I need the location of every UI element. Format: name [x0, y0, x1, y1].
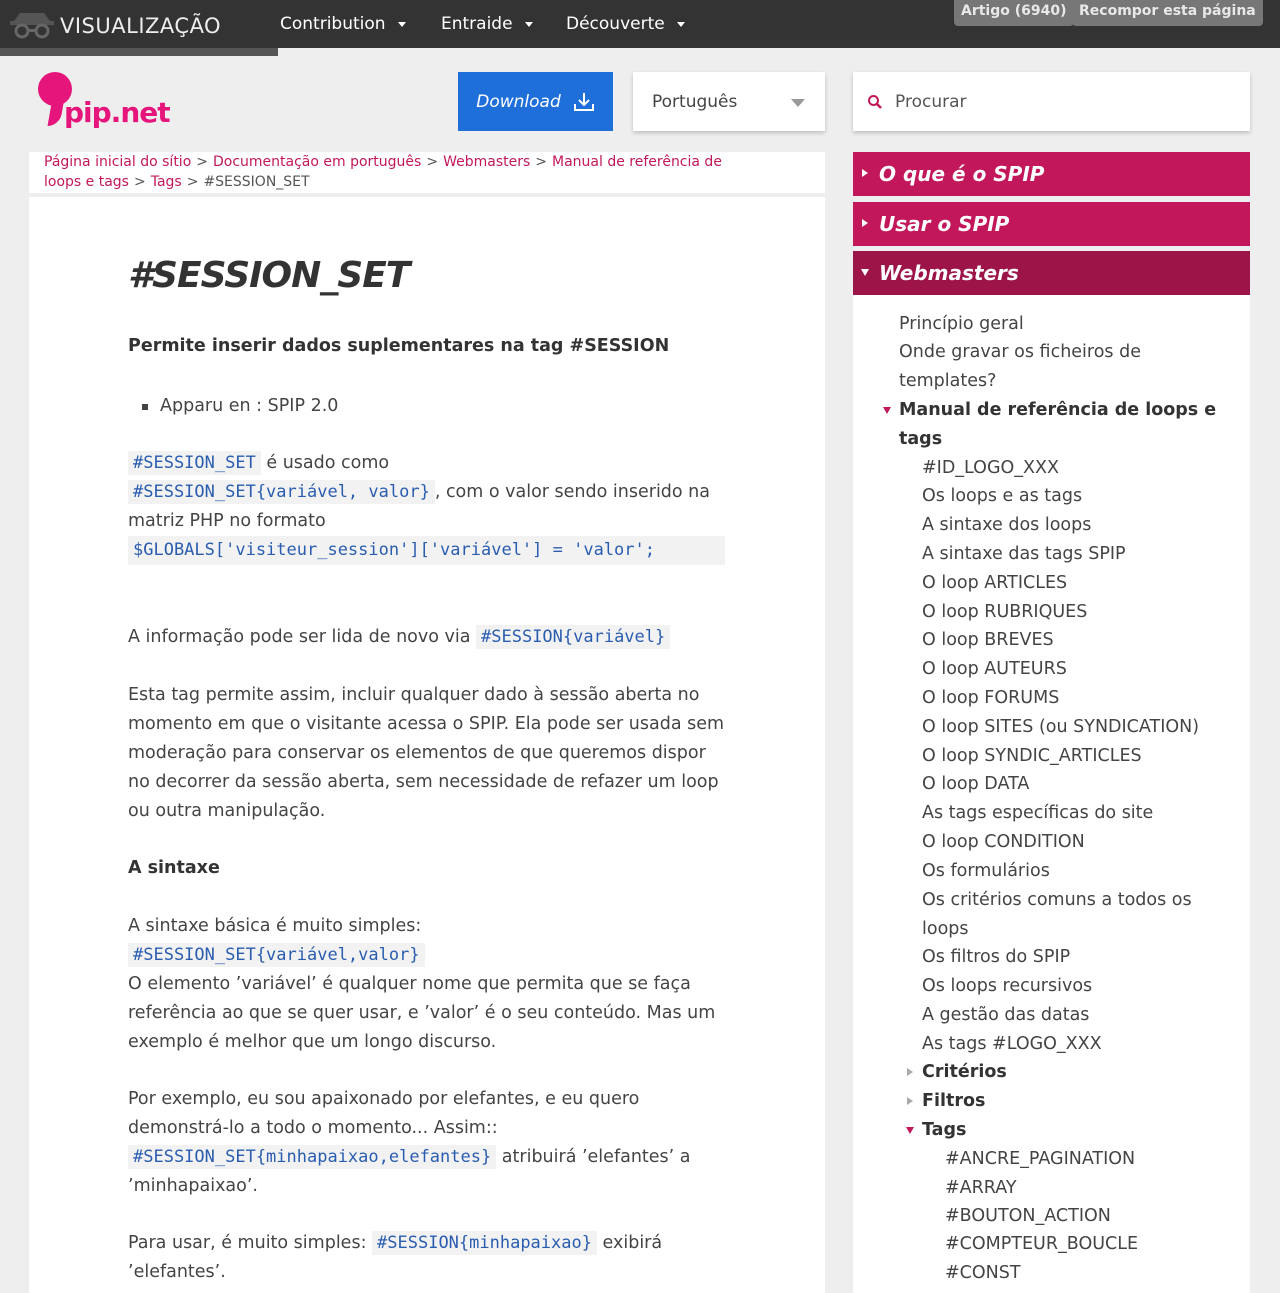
sidebar-subitem[interactable]: Os loops e as tags [922, 486, 1083, 506]
sidebar-item-manual[interactable]: Manual de referência de loops e tags [899, 400, 1217, 449]
section-heading-syntax: A sintaxe [128, 858, 220, 878]
search-input[interactable] [853, 72, 1250, 131]
nav-contribution-label: Contribution [280, 14, 386, 34]
breadcrumb-manual-cont[interactable]: loops e tags [44, 174, 129, 190]
sidebar-section-label: Usar o SPIP [879, 212, 1010, 236]
text-use-2: exibirá ’elefantes’. [128, 1233, 663, 1282]
caret-down-icon[interactable] [883, 407, 891, 414]
sidebar-section-label: O que é o SPIP [879, 162, 1045, 186]
paragraph-use [128, 1229, 725, 1287]
sidebar-subitem[interactable]: O loop SYNDIC_ARTICLES [922, 746, 1142, 766]
bullet-icon [142, 404, 148, 410]
paragraph-read [128, 623, 725, 652]
sidebar-subitem[interactable]: A sintaxe dos loops [922, 515, 1092, 535]
text-syntax-1: A sintaxe básica é muito simples: [128, 916, 422, 936]
paragraph-syntax [128, 912, 725, 1057]
caret-down-icon [677, 22, 685, 27]
breadcrumb-tags[interactable]: Tags [150, 174, 182, 190]
breadcrumb-manual[interactable]: Manual de referência de [552, 154, 722, 170]
sidebar-subitem[interactable]: O loop FORUMS [922, 688, 1060, 708]
code-session-read: #SESSION{variável} [476, 625, 670, 649]
sidebar-item-criterios[interactable]: Critérios [922, 1062, 1007, 1082]
sidebar-item-filtros[interactable]: Filtros [922, 1091, 986, 1111]
search-placeholder: Procurar [895, 91, 967, 112]
sidebar-tag-item[interactable]: #BOUTON_ACTION [945, 1206, 1111, 1226]
caret-right-icon[interactable] [907, 1097, 913, 1105]
breadcrumb-docs[interactable]: Documentação em português [213, 154, 422, 170]
language-select[interactable] [633, 72, 825, 131]
sidebar-item-templates[interactable]: Onde gravar os ficheiros de templates? [899, 342, 1141, 391]
sidebar-section-what-is-spip[interactable] [853, 152, 1250, 196]
article-button[interactable]: Artigo (6940) [954, 0, 1074, 26]
sidebar-tag-item[interactable]: #COMPTEUR_BOUCLE [945, 1234, 1139, 1254]
caret-down-icon[interactable] [906, 1127, 914, 1134]
sidebar-item-principio[interactable]: Princípio geral [899, 314, 1024, 334]
download-button[interactable] [458, 72, 613, 131]
nav-contribution[interactable] [280, 0, 406, 48]
sidebar-subitem[interactable]: #ID_LOGO_XXX [922, 458, 1060, 478]
sidebar-subitem[interactable]: A gestão das datas [922, 1005, 1090, 1025]
code-use: #SESSION{minhapaixao} [372, 1231, 597, 1255]
sidebar-tag-item[interactable]: #ANCRE_PAGINATION [945, 1149, 1136, 1169]
text-example-2: atribuirá ’elefantes’ a ’minhapaixao’. [128, 1147, 691, 1196]
sidebar-subitem[interactable]: A sintaxe das tags SPIP [922, 544, 1126, 564]
code-syntax: #SESSION_SET{variável,valor} [128, 943, 425, 967]
sidebar-subitem[interactable]: Os loops recursivos [922, 976, 1093, 996]
preview-strip [0, 48, 278, 56]
chevron-down-icon [791, 99, 805, 107]
code-example: #SESSION_SET{minhapaixao,elefantes} [128, 1145, 496, 1169]
sidebar-subitem[interactable]: O loop AUTEURS [922, 659, 1067, 679]
sidebar-subitem[interactable]: As tags específicas do site [922, 803, 1154, 823]
sidebar-subitem[interactable]: O loop BREVES [922, 630, 1054, 650]
search-icon [867, 94, 883, 110]
sidebar-subitem[interactable]: O loop RUBRIQUES [922, 602, 1088, 622]
breadcrumb-current: #SESSION_SET [203, 174, 310, 190]
sidebar-subitem[interactable]: O loop CONDITION [922, 832, 1085, 852]
sidebar-section-label: Webmasters [879, 261, 1019, 285]
sidebar-subitem[interactable]: Os formulários [922, 861, 1050, 881]
sidebar-item-tags[interactable]: Tags [922, 1120, 967, 1140]
text-usage-1: é usado como [260, 453, 390, 473]
sidebar-subitem[interactable]: O loop SITES (ou SYNDICATION) [922, 717, 1200, 737]
caret-down-icon [398, 22, 406, 27]
sidebar-section-webmasters[interactable] [853, 251, 1250, 295]
breadcrumb: Página inicial do sítio > Documentação em português > Webmasters > Manual de referência de loops e tags > Tags > #SESSION_SET [29, 152, 825, 193]
sidebar-subitem[interactable]: Os filtros do SPIP [922, 947, 1071, 967]
nav-entraide-label: Entraide [441, 14, 513, 34]
text-usage-2: , com o valor sendo inserido na matriz PHP no formato [128, 482, 710, 531]
page-title: #SESSION_SET [128, 255, 410, 296]
sidebar-section-use-spip[interactable] [853, 202, 1250, 246]
spip-logo[interactable] [36, 70, 186, 134]
caret-down-icon [525, 22, 533, 27]
paragraph-usage [128, 449, 725, 565]
text-syntax-2: O elemento ’variável’ é qualquer nome que permita que se faça referência ao que se quer usar, e ’valor’ é o seu conteúdo. Mas um exemplo é melhor que um longo discurso. [128, 974, 716, 1052]
breadcrumb-webmasters[interactable]: Webmasters [443, 154, 531, 170]
nav-decouverte[interactable] [566, 0, 685, 48]
caret-right-icon[interactable] [907, 1068, 913, 1076]
nav-entraide[interactable] [441, 0, 533, 48]
code-globals: $GLOBALS['visiteur_session']['variável'] = 'valor'; [128, 536, 725, 565]
sidebar-subitem[interactable]: O loop ARTICLES [922, 573, 1068, 593]
caret-down-icon [861, 269, 869, 276]
recompose-button[interactable]: Recompor esta página [1072, 0, 1263, 26]
sidebar-subitem[interactable]: As tags #LOGO_XXX [922, 1034, 1102, 1054]
code-session-set: #SESSION_SET [128, 451, 261, 475]
language-value: Português [652, 91, 738, 112]
appears-text: Apparu en : SPIP 2.0 [160, 396, 339, 416]
download-icon [573, 92, 595, 112]
paragraph-description: Esta tag permite assim, incluir qualquer dado à sessão aberta no momento em que o visitante acessa o SPIP. Ela pode ser usada sem moderação para conservar os elementos de que queremos dispor no decorrer da sessão aberta, sem necessidade de refazer um loop ou outra manipulação. [128, 685, 725, 821]
code-session-set-params: #SESSION_SET{variável, valor} [128, 480, 435, 504]
logo-text: pip.net [64, 96, 170, 129]
paragraph-example [128, 1085, 725, 1201]
appears-in [128, 392, 338, 421]
sidebar-subitem[interactable]: O loop DATA [922, 774, 1030, 794]
sidebar-tag-item[interactable]: #CONST [945, 1263, 1021, 1283]
sidebar-tag-item[interactable]: #ARRAY [945, 1178, 1017, 1198]
text-read: A informação pode ser lida de novo via [128, 627, 477, 647]
caret-right-icon [862, 219, 868, 227]
preview-label: VISUALIZAÇÃO [60, 14, 222, 38]
article-panel [29, 197, 825, 1293]
article-lead: Permite inserir dados suplementares na tag #SESSION [128, 336, 670, 356]
caret-right-icon [862, 169, 868, 177]
download-label: Download [476, 91, 561, 112]
text-example-1: Por exemplo, eu sou apaixonado por elefantes, e eu quero demonstrá-lo a todo o momento... Assim:: [128, 1089, 640, 1138]
text-use-1: Para usar, é muito simples: [128, 1233, 373, 1253]
breadcrumb-home[interactable]: Página inicial do sítio [44, 154, 192, 170]
nav-decouverte-label: Découverte [566, 14, 665, 34]
incognito-icon [8, 11, 56, 43]
sidebar-subitem[interactable]: Os critérios comuns a todos os loops [922, 890, 1192, 939]
